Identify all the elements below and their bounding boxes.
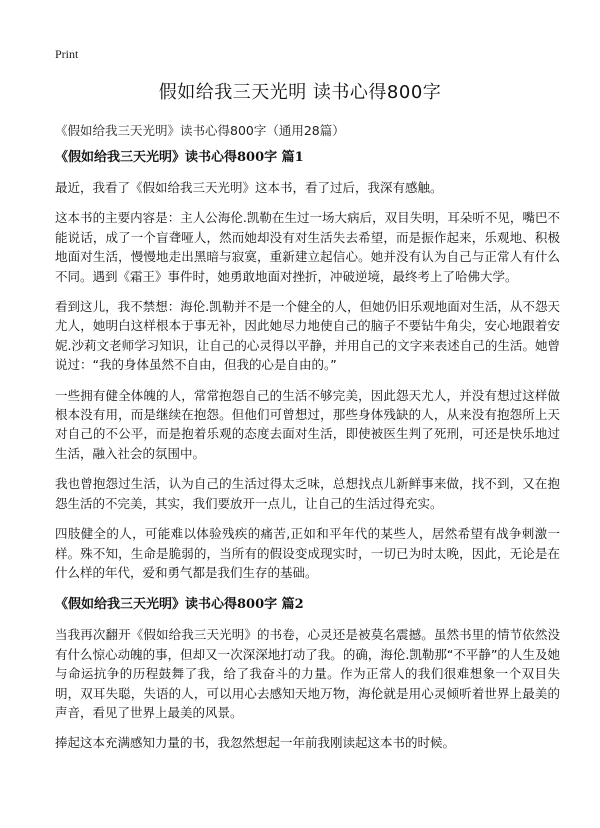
section-heading: 《假如给我三天光明》读书心得800字 篇2 — [55, 597, 304, 613]
paragraph: 我也曾抱怨过生活，认为自己的生活过得太乏味，总想找点儿新鲜事来做，找不到，又在抱怨生活的不完美，其实，我们要放开一点儿，让自己的生活过得充实。 — [55, 476, 560, 511]
paragraph: 捧起这本充满感知力量的书，我忽然想起一年前我刚读起这本书的时候。 — [55, 735, 456, 751]
paragraph: 最近，我看了《假如给我三天光明》这本书，看了过后，我深有感触。 — [55, 180, 443, 195]
paragraph: 四肢健全的人，可能难以体验残疾的痛苦,正如和平年代的某些人，居然希望有战争刺激一样。殊不知，生命是脆弱的，当所有的假设变成现实时，一切已为时太晚，因此，无论是在什么样的年代，爱和勇气都是我们生存的基础。 — [55, 526, 560, 580]
section-heading: 《假如给我三天光明》读书心得800字 篇1 — [55, 150, 304, 165]
page-subtitle: 《假如给我三天光明》读书心得800字（通用28篇） — [55, 123, 345, 138]
paragraph: 一些拥有健全体魄的人，常常抱怨自己的生活不够完美，因此怨天尤人，并没有想过这样做根本没有用，而是继续在抱怨。但他们可曾想过，那些身体残缺的人，从来没有抱怨所上天对自己的不公平，而是抱着乐观的态度去面对生活，即使被医生判了死刑，可还是快乐地过生活，融入社会的氛围中。 — [55, 387, 560, 461]
paragraph: 看到这儿，我不禁想：海伦.凯勒并不是一个健全的人，但她仍旧乐观地面对生活，从不怨天尤人，她明白这样根本于事无补，因此她尽力地使自己的脑子不要钻牛角尖，安心地跟着安妮.沙莉文老师学习知识，让自己的心灵得以平静，并用自己的文字来表述自己的生活。她曾说过：“我的身体虽然不自由，但我的心是自由的。” — [55, 299, 560, 373]
paragraph: 这本书的主要内容是：主人公海伦.凯勒在生过一场大病后，双目失明，耳朵听不见，嘴巴不能说话，成了一个盲聋哑人，然而她却没有对生活失去希望，而是振作起来，乐观地、积极地面对生活，慢慢地走出黑暗与寂寞，重新建立起信心。她并没有认为自己与正常人有什么不同。遇到《霜王》事件时，她勇敢地面对挫折，冲破逆境，最终考上了哈佛大学。 — [55, 210, 560, 284]
paragraph: 当我再次翻开《假如给我三天光明》的书卷，心灵还是被莫名震撼。虽然书里的情节依然没有什么惊心动魄的事，但却又一次深深地打动了我。的确，海伦.凯勒那“不平静”的人生及她与命运抗争的历程鼓舞了我，给了我奋斗的力量。作为正常人的我们很难想象一个双目失明，双耳失聪，失语的人，可以用心去感知天地万物，海伦就是用心灵倾听着世界上最美的声音，看见了世界上最美的风景。 — [55, 627, 560, 720]
article-body — [55, 146, 560, 764]
page-title: 假如给我三天光明 读书心得800字 — [158, 82, 442, 103]
print-link[interactable]: Print — [55, 47, 79, 61]
